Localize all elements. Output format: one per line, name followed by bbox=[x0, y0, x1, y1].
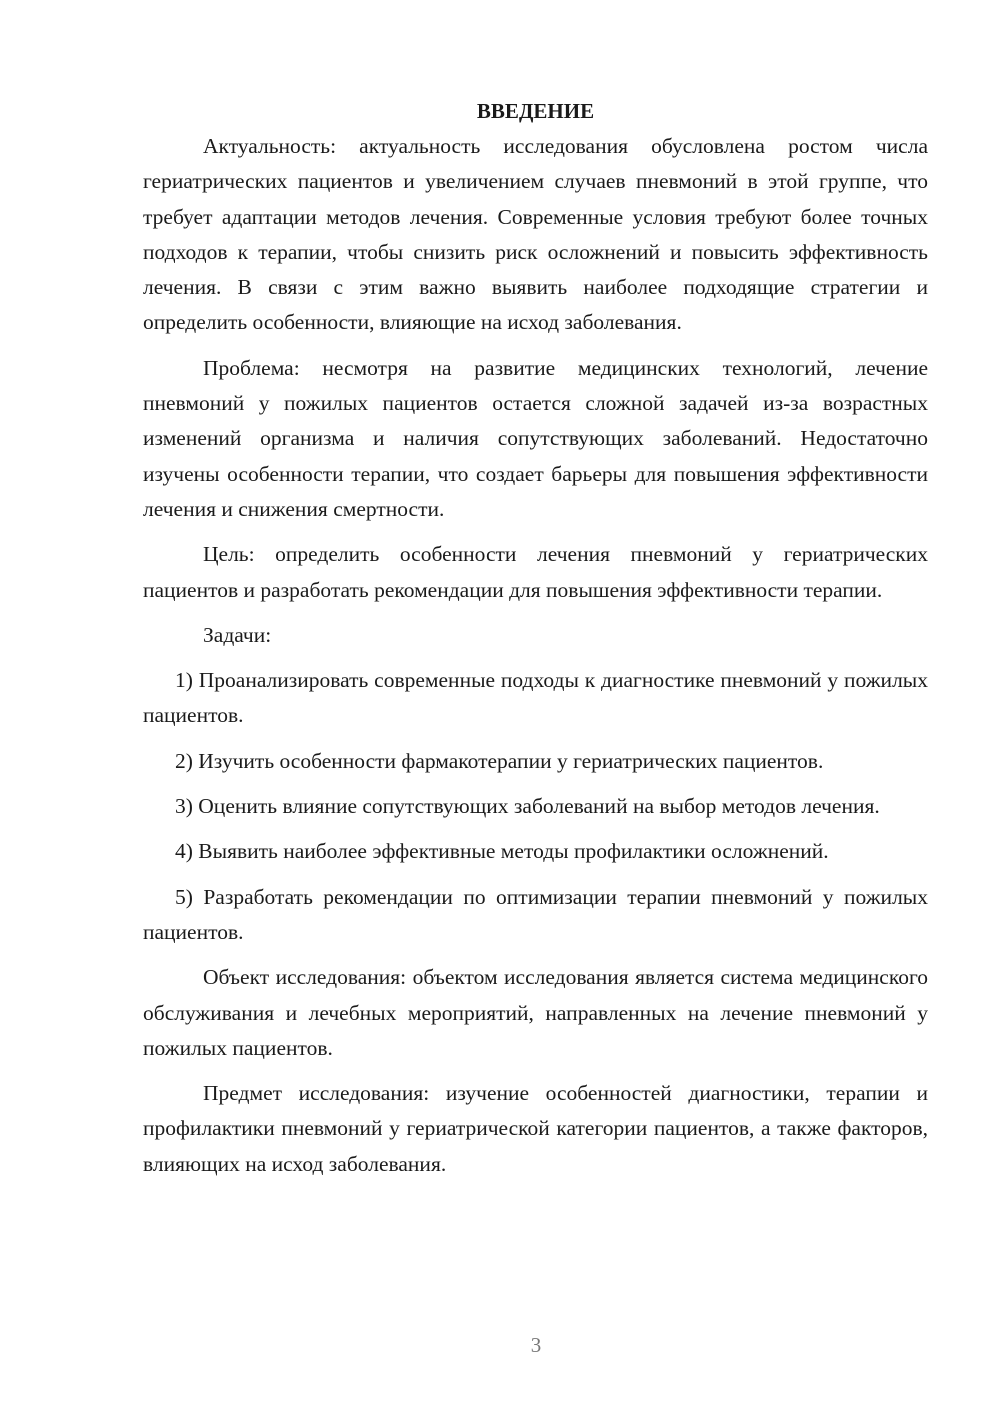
page-number: 3 bbox=[530, 1333, 542, 1357]
paragraph-goal: Цель: определить особенности лечения пневмоний у гериатрических пациентов и разработать рекомендации для повышения эффективности терапии. bbox=[143, 542, 928, 602]
task-item: 4) Выявить наиболее эффективные методы профилактики осложнений. bbox=[175, 839, 829, 864]
paragraph-object: Объект исследования: объектом исследования является система медицинского обслуживания и лечебных мероприятий, направленных на лечение пневмоний у пожилых пациентов. bbox=[143, 965, 928, 1060]
task-item: 1) Проанализировать современные подходы к диагностике пневмоний у пожилых пациентов. bbox=[143, 668, 928, 728]
task-item: 3) Оценить влияние сопутствующих заболеваний на выбор методов лечения. bbox=[175, 794, 880, 819]
task-item: 5) Разработать рекомендации по оптимизации терапии пневмоний у пожилых пациентов. bbox=[143, 884, 928, 944]
document-page bbox=[143, 96, 928, 1192]
task-item: 2) Изучить особенности фармакотерапии у гериатрических пациентов. bbox=[175, 748, 824, 773]
paragraph-subject: Предмет исследования: изучение особенностей диагностики, терапии и профилактики пневмоний у гериатрической категории пациентов, а также факторов, влияющих на исход заболевания. bbox=[143, 1081, 928, 1176]
tasks-heading: Задачи: bbox=[203, 622, 272, 647]
paragraph-problem: Проблема: несмотря на развитие медицинских технологий, лечение пневмоний у пожилых пациентов остается сложной задачей из-за возрастных изменений организма и наличия сопутствующих заболеваний. Недостаточно изучены особенности терапии, что создает барьеры для повышения эффективности лечения и снижения смертности. bbox=[143, 355, 928, 521]
section-title: ВВЕДЕНИЕ bbox=[476, 99, 595, 123]
paragraph-relevance: Актуальность: актуальность исследования обусловлена ростом числа гериатрических пациентов и увеличением случаев пневмоний в этой группе, что требует адаптации методов лечения. Современные условия требуют более точных подходов к терапии, чтобы снизить риск осложнений и повысить эффективность лечения. В связи с этим важно выявить наиболее подходящие стратегии и определить особенности, влияющие на исход заболевания. bbox=[143, 134, 928, 335]
